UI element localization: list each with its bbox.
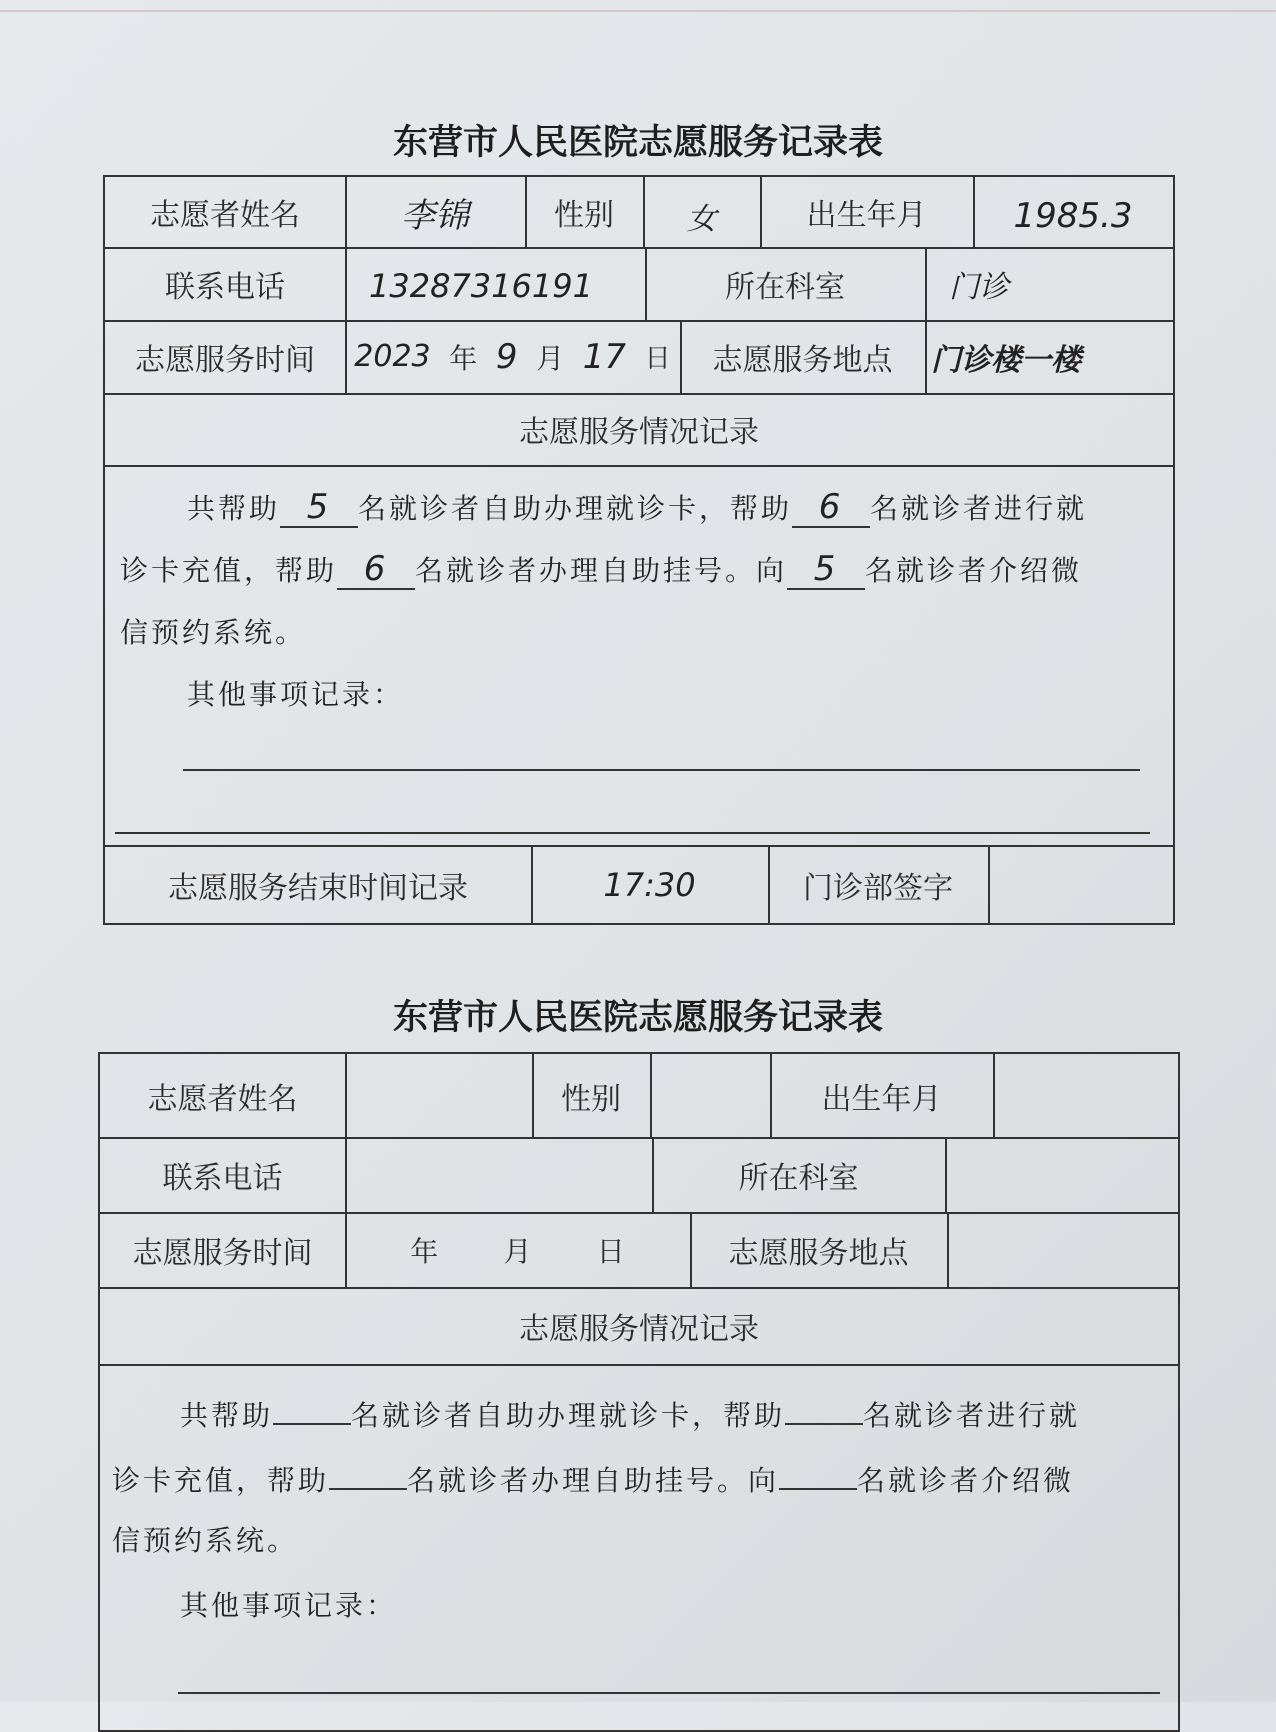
blank-recharge-2 bbox=[785, 1389, 863, 1425]
other-items-label-2: 其他事项记录： bbox=[180, 1589, 398, 1622]
other-items-label: 其他事项记录： bbox=[187, 678, 405, 711]
label-service-time: 志愿服务时间 bbox=[135, 342, 315, 378]
label-name: 志愿者姓名 bbox=[150, 198, 300, 233]
blank-register: 6 bbox=[337, 554, 415, 590]
value-location: 门诊楼一楼 bbox=[931, 342, 1081, 378]
value-birth: 1985.3 bbox=[1013, 196, 1133, 236]
label-name-2: 志愿者姓名 bbox=[147, 1081, 298, 1117]
label-department-2: 所在科室 bbox=[738, 1160, 859, 1196]
blank-register-2 bbox=[329, 1454, 407, 1490]
service-date-2 bbox=[345, 1212, 690, 1287]
label-day: 日 bbox=[644, 344, 671, 374]
form-table-2 bbox=[98, 1052, 1180, 1732]
record-line-2: 诊卡充值，帮助 6 名就诊者办理自助挂号。向 5 名就诊者介绍微 bbox=[120, 549, 1083, 589]
value-day: 17 bbox=[582, 336, 627, 377]
blank-card: 5 bbox=[280, 492, 358, 528]
value-end-time: 17:30 bbox=[603, 866, 696, 904]
label-service-location-2: 志愿服务地点 bbox=[728, 1235, 909, 1271]
record-line-3: 信预约系统。 bbox=[120, 616, 307, 649]
record-line-1-2: 共帮助 名就诊者自助办理就诊卡，帮助 名就诊者进行就 bbox=[180, 1389, 1080, 1434]
record-line-2-2: 诊卡充值，帮助 名就诊者办理自助挂号。向 名就诊者介绍微 bbox=[112, 1454, 1074, 1499]
record-header: 志愿服务情况记录 bbox=[519, 415, 759, 450]
value-year: 2023 bbox=[354, 339, 431, 374]
value-month: 9 bbox=[495, 336, 518, 377]
label-day-2: 日 bbox=[596, 1234, 625, 1268]
other-items-line-1-2 bbox=[178, 1692, 1160, 1694]
form-title-2: 东营市人民医院志愿服务记录表 bbox=[392, 997, 883, 1038]
record-line-3-2: 信预约系统。 bbox=[112, 1524, 299, 1557]
value-phone: 13287316191 bbox=[369, 266, 593, 305]
label-phone-2: 联系电话 bbox=[162, 1160, 283, 1196]
label-service-location: 志愿服务地点 bbox=[712, 342, 893, 378]
label-month-2: 月 bbox=[503, 1234, 532, 1268]
blank-wechat: 5 bbox=[787, 554, 865, 590]
label-birth-2: 出生年月 bbox=[821, 1081, 942, 1117]
label-phone: 联系电话 bbox=[165, 269, 285, 305]
blank-card-2 bbox=[273, 1389, 351, 1425]
label-end-time: 志愿服务结束时间记录 bbox=[168, 871, 468, 906]
label-gender-2: 性别 bbox=[561, 1081, 621, 1117]
label-service-time-2: 志愿服务时间 bbox=[132, 1235, 313, 1271]
label-year-2: 年 bbox=[410, 1234, 439, 1268]
label-month: 月 bbox=[536, 341, 565, 375]
label-year: 年 bbox=[449, 341, 478, 375]
label-gender: 性别 bbox=[554, 198, 614, 233]
value-department: 门诊 bbox=[949, 269, 1009, 305]
value-gender: 女 bbox=[686, 202, 717, 237]
label-birth: 出生年月 bbox=[806, 198, 927, 233]
blank-recharge: 6 bbox=[792, 492, 870, 528]
form-title: 东营市人民医院志愿服务记录表 bbox=[392, 122, 883, 163]
value-name: 李锦 bbox=[401, 195, 469, 236]
label-signature: 门诊部签字 bbox=[803, 871, 953, 906]
record-header-2: 志愿服务情况记录 bbox=[519, 1311, 759, 1347]
record-line-1: 共帮助 5 名就诊者自助办理就诊卡，帮助 6 名就诊者进行就 bbox=[187, 487, 1088, 527]
blank-wechat-2 bbox=[779, 1454, 857, 1490]
label-department: 所在科室 bbox=[725, 269, 845, 305]
